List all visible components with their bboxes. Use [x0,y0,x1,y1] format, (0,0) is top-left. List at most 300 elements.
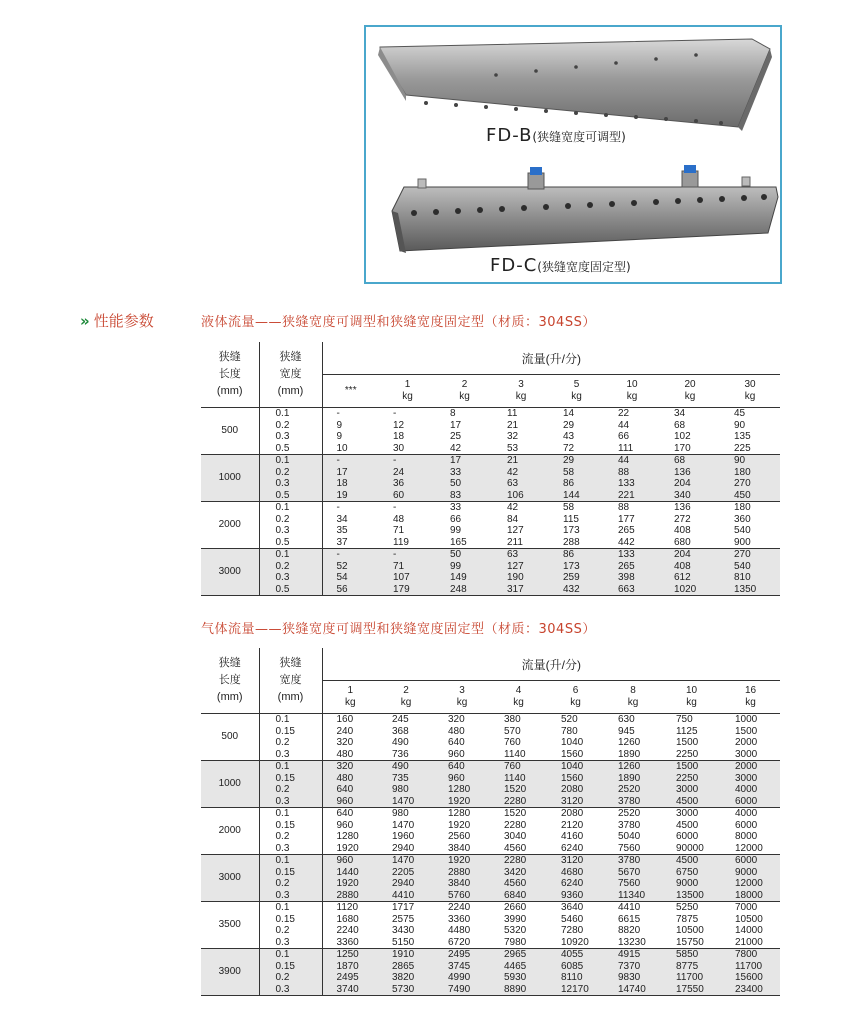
flow-value-cell: 5760 [434,890,490,902]
flow-value-cell: 7370 [604,961,662,973]
flow-value-cell: 42 [493,467,549,479]
liquid-flow-table [201,342,780,596]
flow-value-cell: 52 [322,561,379,573]
flow-value-cell: 3000 [721,749,780,761]
flow-value-cell: 340 [660,490,720,502]
flow-value-cell: 7560 [604,843,662,855]
flow-value-cell: 4000 [721,784,780,796]
slit-width-cell: 0.5 [259,490,322,502]
flow-value-cell: 1500 [676,737,699,748]
flow-value-cell: 2495 [434,949,490,961]
flow-value-cell: 144 [549,490,604,502]
flow-value-cell: 640 [434,761,490,773]
flow-value-cell: 6240 [547,878,604,890]
slit-width-cell: 0.3 [259,890,322,902]
flow-value-cell: 13500 [662,890,721,902]
flow-value-cell: 4410 [618,902,641,913]
flow-value-cell: 736 [378,749,434,761]
flow-value-cell: 3430 [392,925,415,936]
flow-value-cell: 3780 [604,855,662,867]
pressure-value: 20 [684,379,696,390]
header-pressure-col [378,681,434,714]
flow-value-cell: 11700 [721,961,780,973]
flow-value-cell: 84 [507,513,519,525]
flow-value-cell: 8 [450,408,456,419]
flow-value-cell: 127 [507,525,524,536]
flow-value-cell: 3840 [434,878,490,890]
flow-value-cell: 248 [436,584,493,596]
header-length-line: 长度 [218,674,241,686]
header-pressure-col [660,375,720,408]
flow-value-cell: 1920 [322,843,378,855]
header-slit-length [201,342,259,408]
flow-value-cell: 119 [379,537,436,549]
flow-value-cell: 15600 [721,972,780,984]
flow-value-cell: 3990 [504,913,527,925]
flow-value-cell: 21 [493,455,549,467]
flow-value-cell: 8820 [618,925,641,936]
slit-width-cell: 0.1 [259,949,322,961]
flow-value-cell: 490 [378,761,434,773]
flow-value-cell: 760 [504,737,521,748]
slit-width-cell: 0.3 [259,843,322,855]
flow-value-cell: 1250 [322,949,378,961]
flow-value-cell: 490 [392,737,409,748]
flow-value-cell: 86 [549,549,604,561]
table-row [201,502,780,514]
flow-value-cell: 149 [436,572,493,584]
flow-value-cell: 2280 [504,819,527,831]
slit-length-cell: 1000 [201,761,259,808]
pressure-value: 10 [626,379,638,390]
flow-value-cell: 265 [604,561,660,573]
flow-value-cell: 8000 [735,831,758,842]
flow-value-cell: 10 [322,443,379,455]
flow-value-cell: 12000 [721,878,780,890]
pressure-value: 5 [573,379,580,390]
flow-value-cell: 32 [507,431,519,442]
flow-value-cell: 442 [604,537,660,549]
flow-value-cell: 111 [604,443,660,455]
flow-value-cell: 2520 [604,784,662,796]
flow-value-cell: 9360 [547,890,604,902]
flow-value-cell: 11700 [662,972,721,984]
flow-value-cell: 2575 [392,913,415,925]
flow-value-cell: 35 [336,525,348,536]
flow-value-cell: 107 [379,572,436,584]
flow-value-cell: 2080 [547,784,604,796]
pressure-unit: kg [400,697,412,708]
flow-value-cell: 29 [549,455,604,467]
flow-value-cell: 1560 [547,773,604,785]
table-row [201,443,780,455]
flow-value-cell: 58 [563,502,575,513]
table-row [201,537,780,549]
slit-width-cell: 0.3 [259,431,322,443]
header-pressure-col [662,681,721,714]
fd-b-desc: (狭缝宽度可调型) [532,130,626,144]
slit-length-cell: 2000 [201,808,259,855]
flow-value-cell: 480 [322,773,378,785]
flow-value-cell: 50 [436,549,493,561]
flow-value-cell: 5670 [604,867,662,879]
performance-label: 性能参数 [93,312,154,330]
flow-value-cell: 44 [604,455,660,467]
slit-width-cell: 0.2 [259,831,322,843]
slit-width-cell: 0.3 [259,796,322,808]
flow-value-cell: 86 [549,478,604,490]
flow-value-cell: 450 [720,490,780,502]
flow-value-cell: 4055 [547,949,604,961]
table-row [201,855,780,867]
pressure-value: 2 [461,379,468,390]
table-row [201,584,780,596]
flow-value-cell: 2940 [378,878,434,890]
header-pressure-col [604,375,660,408]
flow-value-cell: 60 [379,490,436,502]
flow-value-cell: 3040 [504,831,527,842]
flow-value-cell: 2080 [561,808,584,819]
table-row [201,820,780,832]
flow-value-cell: 54 [322,572,379,584]
flow-value-cell: 4500 [676,819,699,831]
flow-value-cell: 18 [393,431,405,442]
flow-value-cell: 8890 [490,984,547,996]
pressure-unit: kg [515,391,527,402]
flow-value-cell: 2240 [448,902,471,913]
flow-value-cell: 320 [336,737,354,748]
flow-value-cell: 173 [549,561,604,573]
flow-value-cell: 3000 [662,784,721,796]
flow-value-cell: 30 [379,443,436,455]
flow-value-cell: 9000 [721,867,780,879]
flow-value-cell: 408 [660,561,720,573]
flow-value-cell: 3360 [322,937,378,949]
flow-value-cell: 1140 [490,773,547,785]
slit-width-cell: 0.15 [259,773,322,785]
flow-value-cell: 83 [436,490,493,502]
flow-value-cell: 6000 [676,831,699,842]
fd-c-caption [490,255,631,276]
flow-value-cell: 23400 [721,984,780,996]
table-row [201,784,780,796]
header-pressure-col [549,375,604,408]
arrow-icon: » [80,312,90,330]
flow-value-cell: 7800 [721,949,780,961]
flow-value-cell: 6000 [721,855,780,867]
flow-value-cell: 3840 [434,843,490,855]
slit-width-cell: 0.15 [259,820,322,832]
flow-value-cell: 211 [493,537,549,549]
table-row [201,420,780,432]
flow-value-cell: 17 [436,455,493,467]
flow-value-cell: 2880 [434,867,490,879]
flow-value-cell: 780 [561,725,578,737]
flow-value-cell: 7560 [604,878,662,890]
flow-value-cell: 1040 [561,737,584,748]
flow-value-cell: 2250 [662,749,721,761]
slit-width-cell: 0.3 [259,984,322,996]
slit-width-cell: 0.5 [259,584,322,596]
flow-value-cell: 368 [392,725,409,737]
flow-value-cell: 1520 [490,784,547,796]
pressure-unit: kg [456,697,468,708]
table-row [201,961,780,973]
flow-value-cell: 115 [563,513,579,525]
table-row [201,937,780,949]
gas-table-title: 气体流量——狭缝宽度可调型和狭缝宽度固定型（材质：304SS） [201,622,596,637]
header-width-line: 宽度 [279,368,302,380]
flow-value-cell: 133 [604,549,660,561]
flow-value-cell: 5730 [378,984,434,996]
slit-width-cell: 0.2 [259,420,322,432]
flow-value-cell: 50 [436,478,493,490]
flow-value-cell: 37 [322,537,379,549]
flow-value-cell: 17550 [662,984,721,996]
flow-value-cell: 750 [676,714,693,725]
flow-value-cell: 2280 [490,796,547,808]
flow-value-cell: 66 [450,513,462,525]
product-photo-frame [364,25,782,284]
pressure-value: 6 [572,685,579,696]
flow-value-cell: 270 [720,478,780,490]
slit-width-cell: 0.3 [259,749,322,761]
slit-width-cell: 0.15 [259,726,322,738]
flow-value-cell: 1280 [336,831,359,842]
pressure-value: 1 [347,685,354,696]
header-pressure-col [436,375,493,408]
flow-value-cell: 320 [322,761,378,773]
header-pressure-col [547,681,604,714]
table-row [201,808,780,820]
flow-value-cell: 1500 [662,761,721,773]
slit-width-cell: 0.2 [259,784,322,796]
flow-value-cell: 2495 [322,972,378,984]
flow-value-cell: 33 [450,502,462,513]
table-row [201,749,780,761]
flow-value-cell: 88 [604,467,660,479]
flow-value-cell: 320 [448,714,465,725]
flow-value-cell: 2880 [322,890,378,902]
slit-width-cell: 0.15 [259,867,322,879]
flow-value-cell: 480 [448,725,465,737]
table-row [201,773,780,785]
flow-value-cell: 72 [549,443,604,455]
flow-value-cell: 7980 [490,937,547,949]
header-slit-width [259,648,322,714]
slit-width-cell: 0.2 [259,737,322,749]
flow-value-cell: 160 [336,714,354,725]
flow-value-cell: 2520 [618,808,641,819]
flow-value-cell: 1040 [547,761,604,773]
header-pressure-col [322,681,378,714]
flow-value-cell: 570 [504,725,521,737]
flow-value-cell: 945 [618,725,635,737]
flow-value-cell: 88 [618,502,630,513]
flow-value-cell: 106 [493,490,549,502]
flow-value-cell: 8775 [662,961,721,973]
flow-value-cell: 90 [720,455,780,467]
flow-value-cell: - [379,455,436,467]
flow-value-cell: 408 [674,525,691,536]
table-row [201,878,780,890]
flow-value-cell: 3120 [547,855,604,867]
flow-value-cell: 1020 [660,584,720,596]
pressure-unit: kg [626,391,638,402]
pressure-unit: kg [570,697,581,708]
flow-value-cell: 1960 [392,831,415,842]
flow-value-cell: 6840 [490,890,547,902]
flow-value-cell: 10500 [676,925,704,936]
flow-value-cell: 6000 [721,796,780,808]
flow-value-cell: 43 [563,431,575,442]
flow-value-cell: 7280 [561,925,584,936]
table-row [201,796,780,808]
slit-width-cell: 0.1 [259,408,322,420]
flow-value-cell: 4000 [735,808,758,819]
flow-value-cell: 240 [336,725,354,737]
flow-value-cell: 3360 [448,913,471,925]
flow-value-cell: 6085 [547,961,604,973]
flow-value-cell: 127 [493,561,549,573]
slit-width-cell: 0.1 [259,549,322,561]
table-row [201,455,780,467]
table-row [201,925,780,937]
flow-value-cell: 177 [618,513,635,525]
header-pressure-col [604,681,662,714]
slit-width-cell: 0.2 [259,925,322,937]
table-row [201,984,780,996]
flow-value-cell: 90000 [662,843,721,855]
slit-width-cell: 0.1 [259,502,322,514]
fd-b-blade-image [378,39,772,131]
flow-value-cell: 272 [674,513,691,525]
flow-value-cell: 9830 [604,972,662,984]
flow-value-cell: 1500 [735,725,758,737]
slit-width-cell: 0.3 [259,478,322,490]
pressure-value: 3 [459,685,465,696]
flow-value-cell: 225 [720,443,780,455]
flow-value-cell: 53 [493,443,549,455]
flow-value-cell: 2940 [378,843,434,855]
flow-value-cell: 9 [336,431,343,442]
fd-b-code: FD-B [486,125,533,146]
pressure-unit: kg [745,697,756,708]
flow-value-cell: 42 [436,443,493,455]
flow-value-cell: 4500 [662,855,721,867]
flow-value-cell: 44 [618,419,630,431]
slit-length-cell: 500 [201,714,259,761]
flow-value-cell: 245 [392,714,409,725]
flow-value-cell: 1260 [604,761,662,773]
header-length-line: (mm) [216,691,243,703]
slit-width-cell: 0.3 [259,525,322,537]
flow-value-cell: 2250 [662,773,721,785]
slit-width-cell: 0.1 [259,902,322,914]
pressure-unit: kg [513,697,524,708]
flow-value-cell: 1470 [378,796,434,808]
flow-value-cell: 735 [378,773,434,785]
table-row [201,514,780,526]
flow-value-cell: 5460 [561,913,584,925]
flow-value-cell: 960 [434,773,490,785]
table-row [201,902,780,914]
flow-value-cell: 2965 [490,949,547,961]
flow-value-cell: 17 [322,467,379,479]
flow-value-cell: 68 [674,419,686,431]
flow-value-cell: 2865 [378,961,434,973]
flow-value-cell: 540 [734,525,751,536]
flow-value-cell: 1260 [618,737,641,748]
header-width-line: 狭缝 [279,351,302,363]
flow-value-cell: 3640 [561,902,584,913]
flow-value-cell: 17 [450,419,462,431]
flow-value-cell: 136 [674,502,691,513]
flow-value-cell: 9 [336,419,343,431]
table-row [201,408,780,420]
flow-value-cell: 3000 [721,773,780,785]
flow-value-cell: 4465 [490,961,547,973]
flow-value-cell: 33 [436,467,493,479]
header-pressure-col [721,681,780,714]
pressure-value: 8 [630,685,636,696]
flow-value-cell: 34 [336,513,348,525]
pressure-unit: kg [744,391,756,402]
flow-value-cell: 42 [507,502,519,513]
flow-value-cell: 960 [434,749,490,761]
flow-value-cell: 136 [660,467,720,479]
slit-length-cell: 3900 [201,949,259,996]
flow-value-cell: 179 [379,584,436,596]
flow-value-cell: 3120 [547,796,604,808]
flow-value-cell: 1350 [720,584,780,596]
flow-value-cell: 3745 [434,961,490,973]
header-width-line: 狭缝 [279,657,302,669]
flow-value-cell: 71 [393,525,405,536]
flow-value-cell: 630 [618,714,635,725]
flow-value-cell: 6750 [662,867,721,879]
fd-c-block-image [392,165,778,253]
flow-value-cell: 12 [393,419,405,431]
flow-value-cell: 99 [436,561,493,573]
flow-value-cell: 102 [674,431,691,442]
flow-value-cell: - [322,549,379,561]
flow-value-cell: 640 [336,808,354,819]
flow-value-cell: 56 [322,584,379,596]
flow-value-cell: 5040 [618,831,641,842]
flow-value-cell: 14740 [604,984,662,996]
flow-value-cell: 1717 [392,902,415,913]
flow-value-cell: 58 [549,467,604,479]
flow-value-cell: 810 [720,572,780,584]
flow-value-cell: 3820 [378,972,434,984]
table-row [201,914,780,926]
flow-value-cell: 5250 [676,902,699,913]
flow-value-cell: 1920 [434,796,490,808]
slit-length-cell: 1000 [201,455,259,502]
flow-value-cell: 663 [604,584,660,596]
flow-value-cell: 3780 [618,819,641,831]
flow-value-cell: 6000 [735,819,758,831]
flow-value-cell: 12170 [547,984,604,996]
flow-value-cell: 1000 [735,714,758,725]
flow-value-cell: 15750 [662,937,721,949]
flow-value-cell: 204 [660,478,720,490]
table-row [201,572,780,584]
flow-value-cell: - [379,549,436,561]
flow-value-cell: 360 [734,513,751,525]
header-pressure-col [490,681,547,714]
